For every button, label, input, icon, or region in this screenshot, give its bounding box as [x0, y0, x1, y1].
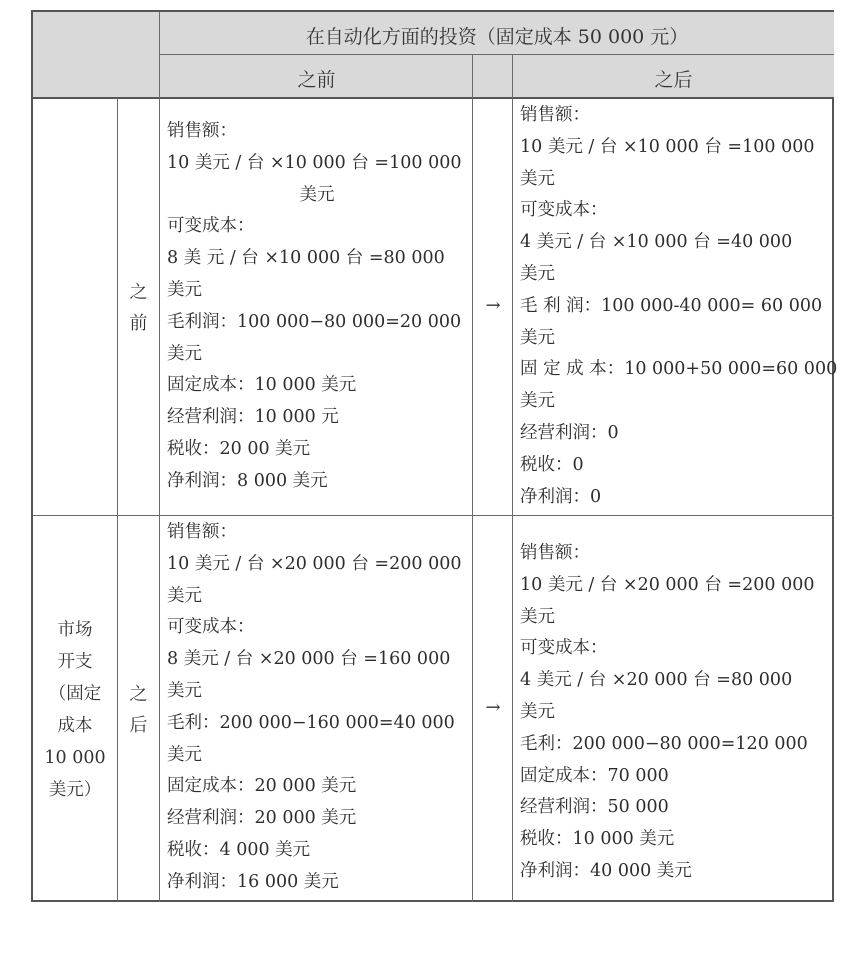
divider — [33, 97, 834, 99]
line: 税收：20 00 美元 — [167, 438, 311, 459]
line: 美元 — [520, 327, 555, 348]
line: 可变成本： — [520, 200, 608, 221]
row2-after-content — [520, 538, 830, 888]
line: 美元 — [520, 701, 555, 722]
arrow-right-icon: → — [485, 295, 501, 316]
line: 经营利润：10 000 元 — [167, 407, 339, 428]
line: 美元 — [167, 744, 202, 765]
line: 固定成本：70 000 — [520, 765, 669, 786]
line: 美元 — [520, 391, 555, 412]
line: 美元 — [520, 606, 555, 627]
line: 美元 — [167, 680, 202, 701]
line: 销售额： — [167, 522, 237, 542]
header-corner — [33, 12, 160, 97]
line: 8 美 元 / 台 ×10 000 台 =80 000 — [167, 248, 445, 269]
row1-before-content — [167, 116, 467, 498]
line: 4 美元 / 台 ×10 000 台 =40 000 — [520, 232, 793, 253]
line: 4 美元 / 台 ×20 000 台 =80 000 — [520, 670, 793, 691]
row1-sub-label: 之 前 — [129, 282, 148, 334]
header-arrow-cell — [473, 55, 513, 97]
line: 毛利：200 000−80 000=120 000 — [520, 733, 808, 754]
divider — [117, 98, 118, 902]
line: 可变成本： — [520, 638, 608, 659]
header-col-before: 之前 — [297, 69, 336, 91]
line: 税收：0 — [520, 454, 584, 475]
divider — [160, 54, 834, 55]
line: 销售额： — [520, 105, 590, 125]
row2-sub-label: 之 后 — [129, 684, 148, 736]
line: 经营利润：0 — [520, 422, 619, 443]
line: 美元 — [167, 279, 202, 300]
line: 10 美元 / 台 ×20 000 台 =200 000 — [167, 553, 462, 574]
line: 净利润：16 000 美元 — [167, 871, 339, 892]
line: 销售额： — [167, 121, 237, 141]
line: 毛 利 润：100 000-40 000= 60 000 — [520, 295, 823, 316]
divider — [159, 12, 160, 902]
line: 美元 — [167, 585, 202, 606]
line: 美元 — [520, 263, 555, 284]
line: 净利润：40 000 美元 — [520, 860, 692, 881]
line: 8 美元 / 台 ×20 000 台 =160 000 — [167, 649, 451, 670]
line: 美元 — [520, 168, 555, 189]
investment-comparison-table — [31, 10, 838, 902]
row2-before-content — [167, 517, 467, 899]
line: 10 美元 / 台 ×10 000 台 =100 000 — [520, 136, 815, 157]
arrow-right-icon: → — [485, 697, 501, 718]
line: 可变成本： — [167, 617, 255, 638]
divider — [512, 55, 513, 902]
line: 税收：4 000 美元 — [167, 839, 311, 860]
line: 税收：10 000 美元 — [520, 829, 675, 850]
line: 美元 — [299, 184, 335, 205]
line: 固定成本：10 000 美元 — [167, 375, 357, 396]
divider — [472, 55, 473, 902]
line: 毛利润：100 000−80 000=20 000 — [167, 311, 462, 332]
line: 销售额： — [520, 543, 590, 563]
line: 经营利润：20 000 美元 — [167, 808, 357, 829]
line: 经营利润：50 000 — [520, 797, 669, 818]
line: 净利润：8 000 美元 — [167, 470, 328, 491]
line: 可变成本： — [167, 216, 255, 237]
line: 10 美元 / 台 ×20 000 台 =200 000 — [520, 574, 815, 595]
line: 毛利：200 000−160 000=40 000 — [167, 712, 455, 733]
line: 固定成本：20 000 美元 — [167, 776, 357, 797]
line: 固 定 成 本：10 000+50 000=60 000 — [520, 359, 838, 380]
divider — [33, 515, 834, 516]
row2-label: 市场 开支 （固定 成本 10 000 美元） — [44, 620, 106, 800]
header-top-title: 在自动化方面的投资（固定成本 50 000 元） — [305, 26, 689, 48]
row1-after-content — [520, 100, 838, 513]
line: 美元 — [167, 343, 202, 364]
header-col-after: 之后 — [654, 69, 693, 91]
line: 10 美元 / 台 ×10 000 台 =100 000 — [167, 152, 462, 173]
line: 净利润：0 — [520, 486, 602, 507]
